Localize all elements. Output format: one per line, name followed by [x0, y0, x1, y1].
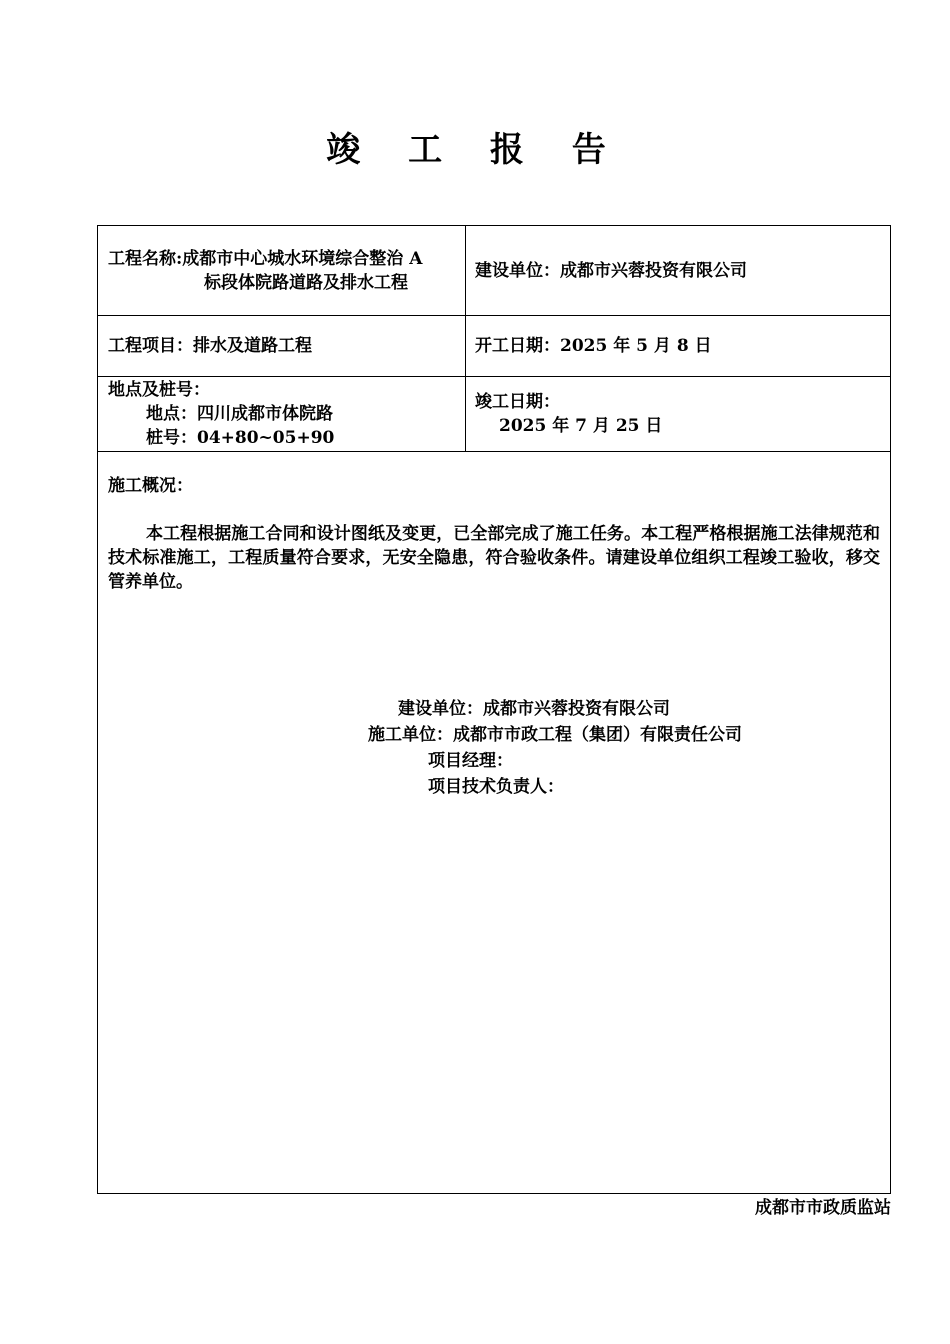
project-item-cell	[98, 316, 466, 376]
signature-builder: 建设单位：成都市兴蓉投资有限公司	[398, 699, 670, 719]
signature-block	[368, 696, 742, 800]
table-row	[98, 377, 890, 452]
location-cell	[98, 377, 466, 451]
start-date-text: 开工日期：2025 年 5 月 8 日	[475, 336, 712, 356]
construction-summary	[98, 452, 890, 594]
start-date-cell	[466, 316, 890, 376]
summary-body: 本工程根据施工合同和设计图纸及变更，已全部完成了施工任务。本工程严格根据施工法律规范和技术标准施工，工程质量符合要求，无安全隐患，符合验收条件。请建设单位组织工程竣工验收，移交管养单位。	[108, 524, 880, 592]
project-name-label: 工程名称:	[108, 248, 183, 269]
completion-date-cell	[466, 377, 890, 451]
table-row	[98, 226, 890, 316]
table-row	[98, 316, 890, 377]
project-name-value-1: 成都市中心城水环境综合整治 A	[182, 248, 423, 269]
project-name-line-1	[108, 247, 465, 271]
project-item-text: 工程项目：排水及道路工程	[108, 336, 312, 356]
project-name-value-2: 标段体院路道路及排水工程	[204, 272, 408, 293]
completion-date-value: 2025 年 7 月 25 日	[499, 416, 663, 436]
signature-contractor: 施工单位：成都市市政工程（集团）有限责任公司	[368, 725, 742, 745]
builder-text: 建设单位：成都市兴蓉投资有限公司	[475, 260, 747, 281]
project-name-cell	[98, 226, 466, 315]
summary-label: 施工概况：	[108, 476, 193, 496]
location-stake: 桩号：04+80~05+90	[146, 428, 335, 448]
signature-tech-lead: 项目技术负责人：	[428, 777, 564, 797]
completion-report-table	[97, 225, 891, 1194]
signature-project-manager: 项目经理：	[428, 751, 513, 771]
builder-cell	[466, 226, 890, 315]
completion-date-label: 竣工日期：	[475, 392, 560, 412]
location-place: 地点：四川成都市体院路	[146, 404, 333, 424]
location-heading: 地点及桩号：	[108, 380, 210, 400]
issuer-footer: 成都市市政质监站	[755, 1198, 891, 1218]
document-title: 竣 工 报 告	[326, 130, 624, 170]
